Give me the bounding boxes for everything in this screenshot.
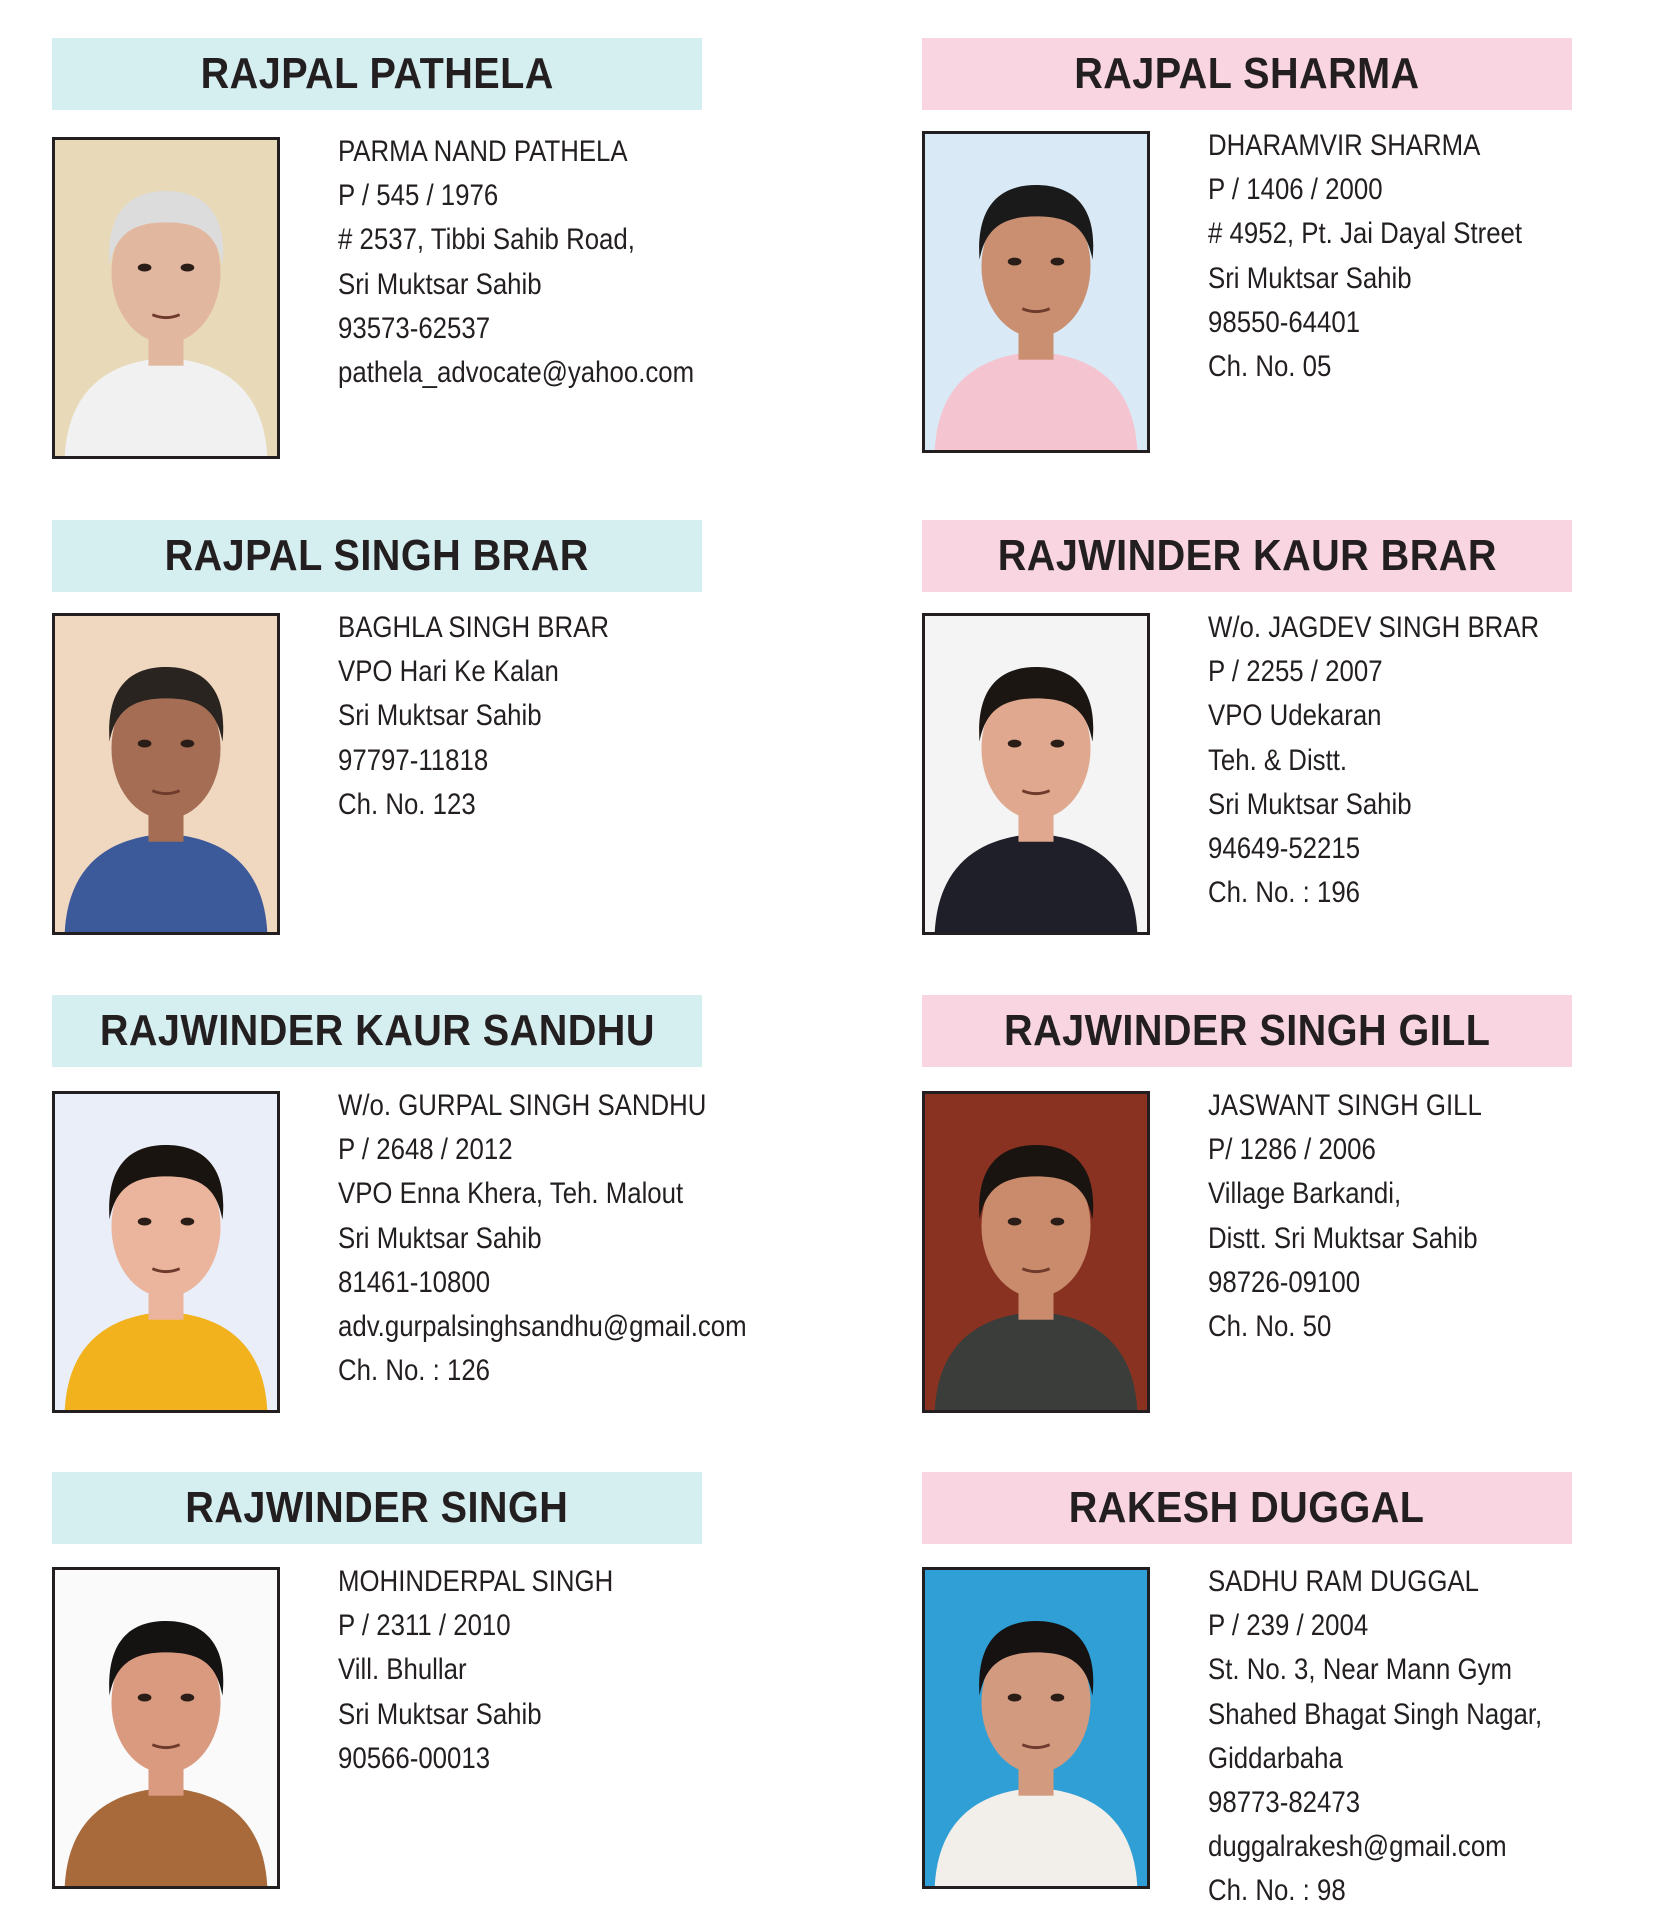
- advocate-photo: [52, 613, 280, 935]
- advocate-card: [922, 995, 1671, 1435]
- advocate-name: RAJPAL SHARMA: [1074, 49, 1420, 98]
- advocate-photo: [922, 1091, 1150, 1413]
- advocate-card: [922, 520, 1671, 960]
- detail-line: 93573-62537: [338, 311, 491, 345]
- detail-line: W/o. JAGDEV SINGH BRAR: [1208, 611, 1540, 644]
- advocate-name-header: [922, 1472, 1572, 1544]
- detail-line: Sri Muktsar Sahib: [338, 699, 542, 733]
- advocate-card: [52, 520, 842, 960]
- advocate-details: [338, 606, 653, 827]
- detail-line: Distt. Sri Muktsar Sahib: [1208, 1221, 1478, 1255]
- detail-line: P / 2311 / 2010: [338, 1609, 511, 1643]
- detail-line: W/o. GURPAL SINGH SANDHU: [338, 1089, 707, 1122]
- advocate-name: RAJPAL PATHELA: [200, 49, 554, 98]
- advocate-name-header: [52, 1472, 702, 1544]
- detail-line: Ch. No. : 126: [338, 1354, 491, 1388]
- detail-line: 98773-82473: [1208, 1786, 1361, 1820]
- detail-line: 97797-11818: [338, 743, 489, 777]
- advocate-name-header: [922, 520, 1572, 592]
- detail-line: Sri Muktsar Sahib: [338, 1697, 542, 1731]
- detail-line: P/ 1286 / 2006: [1208, 1133, 1376, 1167]
- advocate-photo: [922, 131, 1150, 453]
- detail-line: Ch. No. 50: [1208, 1310, 1332, 1344]
- detail-line: Sri Muktsar Sahib: [1208, 787, 1412, 821]
- advocate-card: [52, 1472, 842, 1912]
- advocate-details: [1208, 606, 1593, 915]
- advocate-card: [922, 38, 1671, 478]
- detail-line: Teh. & Distt.: [1208, 743, 1348, 777]
- detail-line: P / 2648 / 2012: [338, 1133, 513, 1167]
- detail-line: 98726-09100: [1208, 1265, 1361, 1299]
- detail-line: BAGHLA SINGH BRAR: [338, 611, 609, 644]
- detail-line: JASWANT SINGH GILL: [1208, 1089, 1482, 1122]
- detail-line: 98550-64401: [1208, 305, 1361, 339]
- advocate-name-header: [52, 520, 702, 592]
- detail-line: Sri Muktsar Sahib: [1208, 261, 1412, 295]
- advocate-details: [1208, 1084, 1526, 1349]
- advocate-card: [52, 995, 842, 1435]
- advocate-name: RAKESH DUGGAL: [1069, 1483, 1425, 1532]
- advocate-details: [338, 1560, 658, 1781]
- advocate-name-header: [52, 995, 702, 1067]
- detail-line: P / 545 / 1976: [338, 179, 499, 213]
- detail-line: Ch. No. 123: [338, 787, 476, 821]
- advocate-photo: [52, 137, 280, 459]
- advocate-name: RAJWINDER KAUR BRAR: [997, 531, 1497, 580]
- detail-line: VPO Enna Khera, Teh. Malout: [338, 1177, 684, 1211]
- detail-line: PARMA NAND PATHELA: [338, 135, 628, 168]
- advocate-name: RAJPAL SINGH BRAR: [164, 531, 590, 580]
- detail-line: Ch. No. : 98: [1208, 1874, 1346, 1908]
- advocate-photo: [922, 613, 1150, 935]
- advocate-details: [338, 1084, 813, 1393]
- detail-line: adv.gurpalsinghsandhu@gmail.com: [338, 1310, 747, 1344]
- detail-line: VPO Udekaran: [1208, 699, 1382, 733]
- detail-line: Ch. No. 05: [1208, 350, 1332, 384]
- detail-line: Giddarbaha: [1208, 1741, 1343, 1775]
- detail-line: 81461-10800: [338, 1265, 491, 1299]
- advocate-card: [52, 38, 842, 478]
- advocate-name: RAJWINDER KAUR SANDHU: [99, 1006, 655, 1055]
- detail-line: Sri Muktsar Sahib: [338, 267, 542, 301]
- detail-line: Vill. Bhullar: [338, 1653, 467, 1687]
- advocate-photo: [922, 1567, 1150, 1889]
- detail-line: # 4952, Pt. Jai Dayal Street: [1208, 217, 1523, 251]
- detail-line: Sri Muktsar Sahib: [338, 1221, 542, 1255]
- detail-line: VPO Hari Ke Kalan: [338, 655, 559, 689]
- detail-line: 90566-00013: [338, 1741, 491, 1775]
- detail-line: Village Barkandi,: [1208, 1177, 1402, 1211]
- detail-line: 94649-52215: [1208, 832, 1361, 866]
- advocate-name-header: [52, 38, 702, 110]
- advocate-details: [1208, 1560, 1597, 1914]
- advocate-name: RAJWINDER SINGH GILL: [1003, 1006, 1491, 1055]
- detail-line: P / 2255 / 2007: [1208, 655, 1383, 689]
- detail-line: P / 1406 / 2000: [1208, 173, 1383, 207]
- detail-line: P / 239 / 2004: [1208, 1609, 1369, 1643]
- detail-line: DHARAMVIR SHARMA: [1208, 129, 1481, 162]
- advocate-name-header: [922, 38, 1572, 110]
- detail-line: St. No. 3, Near Mann Gym: [1208, 1653, 1512, 1687]
- detail-line: SADHU RAM DUGGAL: [1208, 1565, 1479, 1598]
- detail-line: pathela_advocate@yahoo.com: [338, 356, 695, 390]
- advocate-details: [338, 130, 752, 395]
- detail-line: MOHINDERPAL SINGH: [338, 1565, 614, 1598]
- detail-line: Shahed Bhagat Singh Nagar,: [1208, 1697, 1543, 1731]
- advocate-name: RAJWINDER SINGH: [185, 1483, 569, 1532]
- advocate-card: [922, 1472, 1671, 1912]
- detail-line: duggalrakesh@gmail.com: [1208, 1830, 1507, 1864]
- advocate-photo: [52, 1567, 280, 1889]
- advocate-name-header: [922, 995, 1572, 1067]
- advocate-photo: [52, 1091, 280, 1413]
- detail-line: # 2537, Tibbi Sahib Road,: [338, 223, 635, 257]
- advocate-details: [1208, 124, 1573, 389]
- detail-line: Ch. No. : 196: [1208, 876, 1361, 910]
